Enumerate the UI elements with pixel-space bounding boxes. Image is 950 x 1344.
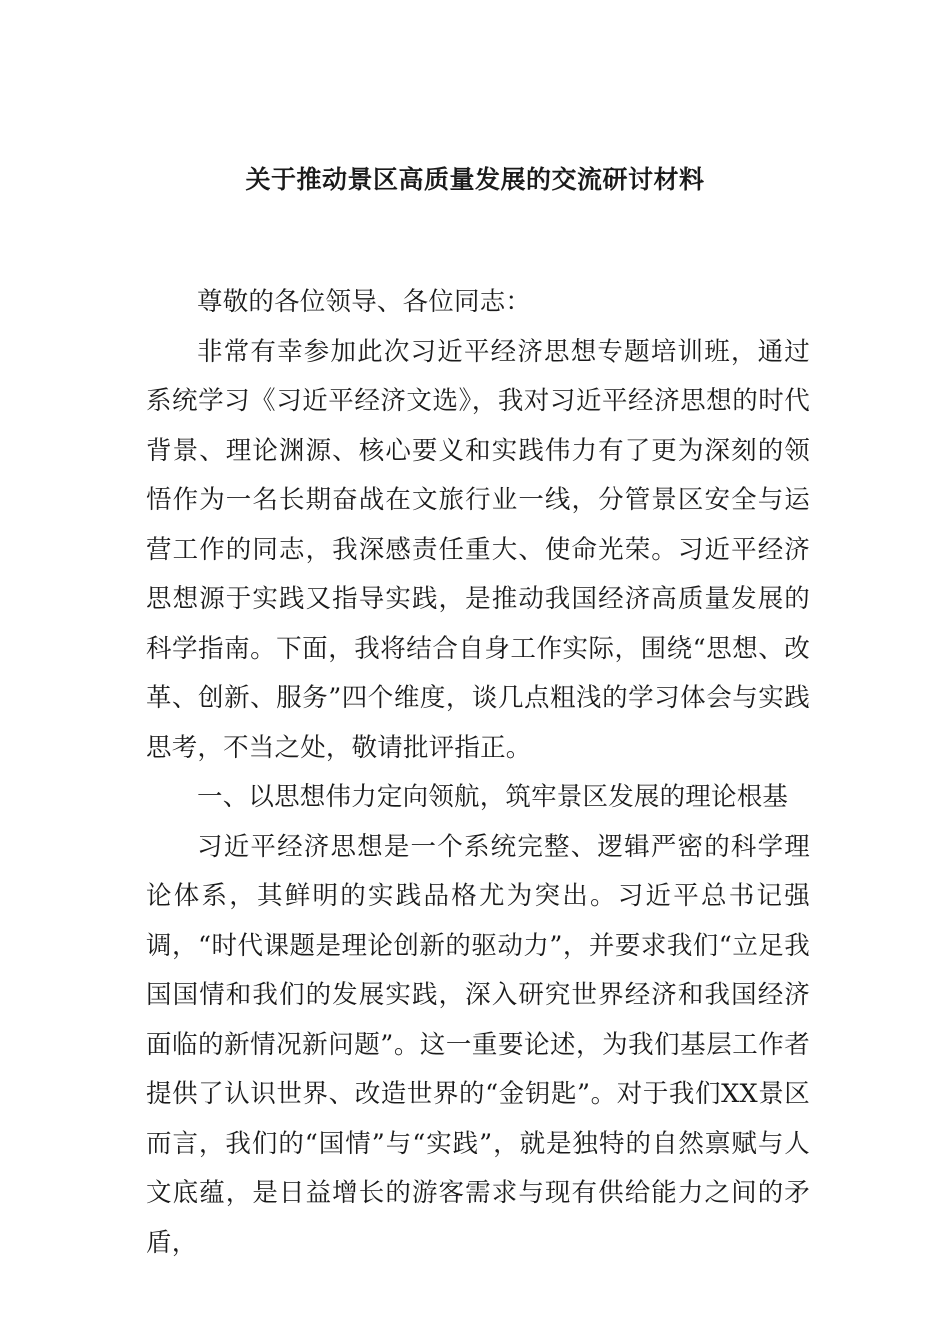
document-body [146,278,810,1268]
document-title: 关于推动景区高质量发展的交流研讨材料 [245,165,705,194]
paragraph-section-1: 习近平经济思想是一个系统完整、逻辑严密的科学理论体系，其鲜明的实践品格尤为突出。习近平总书记强调，“时代课题是理论创新的驱动力”，并要求我们“立足我国国情和我们的发展实践，深入研究世界经济和我国经济面临的新情况新问题”。这一重要论述，为我们基层工作者提供了认识世界、改造世界的“金钥匙”。对于我们XX景区而言，我们的“国情”与“实践”，就是独特的自然禀赋与人文底蕴，是日益增长的游客需求与现有供给能力之间的矛盾， [146,831,810,1258]
paragraph-intro: 非常有幸参加此次习近平经济思想专题培训班，通过系统学习《习近平经济文选》，我对习近平经济思想的时代背景、理论渊源、核心要义和实践伟力有了更为深刻的领悟作为一名长期奋战在文旅行业一线，分管景区安全与运营工作的同志，我深感责任重大、使命光荣。习近平经济思想源于实践又指导实践，是推动我国经济高质量发展的科学指南。下面，我将结合自身工作实际，围绕“思想、改革、创新、服务”四个维度，谈几点粗浅的学习体会与实践思考，不当之处，敬请批评指正。 [146,336,810,763]
greeting: 尊敬的各位领导、各位同志： [197,287,532,317]
section-heading-1: 一、以思想伟力定向领航，筑牢景区发展的理论根基 [197,782,789,812]
